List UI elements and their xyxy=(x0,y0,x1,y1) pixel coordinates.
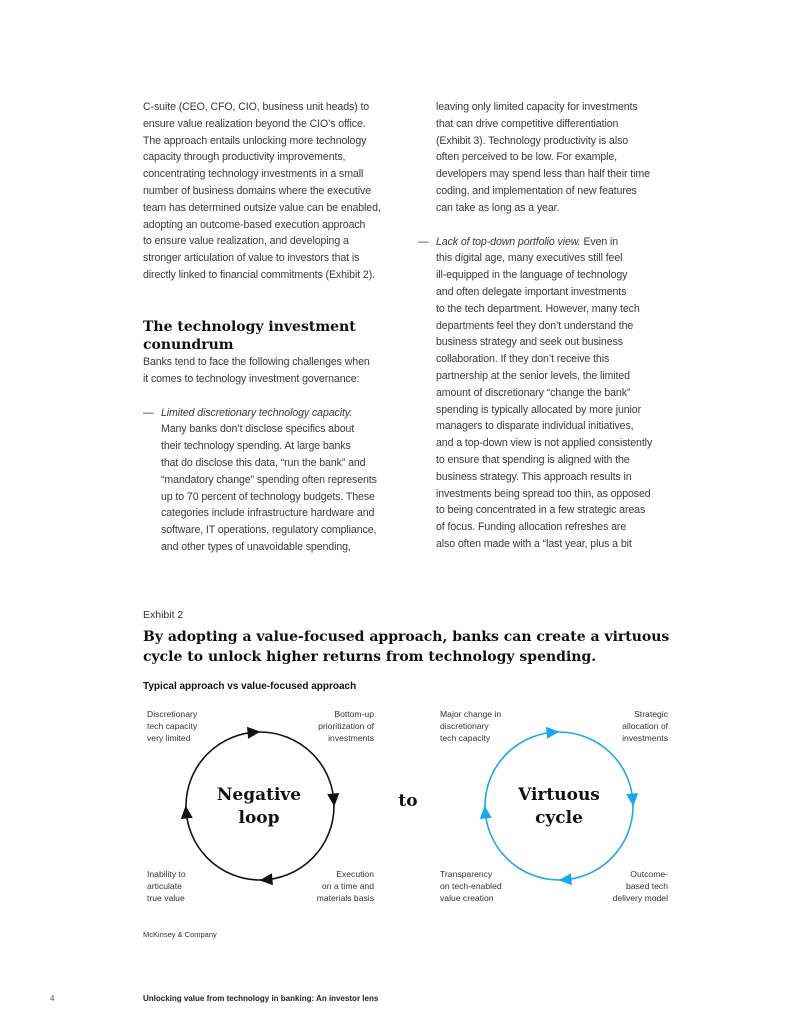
text-line: tech capacity xyxy=(440,732,491,743)
negative-label-bottom-left xyxy=(147,869,186,904)
text-line: true value xyxy=(147,892,185,903)
negative-loop-arrow-icon xyxy=(327,793,340,807)
text-line: prioritization of xyxy=(318,720,374,731)
text-line: partnership at the senior levels, the limited xyxy=(436,369,630,382)
text-line: Execution xyxy=(336,869,374,879)
text-line: Virtuous xyxy=(518,785,600,805)
text-line: it comes to technology investment governance: xyxy=(143,372,360,385)
text-line: ensure value realization beyond the CIO’s office. xyxy=(143,117,366,130)
virtuous-cycle-arrow-icon xyxy=(546,726,560,739)
text-line: adopting an outcome-based execution approach xyxy=(143,218,366,231)
text-line: collaboration. If they don’t receive this xyxy=(436,353,610,366)
text-line: value creation xyxy=(440,892,494,903)
negative-label-top-right xyxy=(318,709,374,744)
text-line: their technology spending. At large banks xyxy=(161,440,351,453)
text-line: stronger articulation of value to investors that is xyxy=(143,252,360,265)
negative-loop-arrow-icon xyxy=(247,726,261,739)
text-line: can take as long as a year. xyxy=(436,201,560,214)
text-line: number of business domains where the executive xyxy=(143,184,372,197)
text-line: Bottom-up xyxy=(334,709,374,719)
text-line: up to 70 percent of technology budgets. These xyxy=(161,490,375,503)
text-line: on a time and xyxy=(321,880,374,891)
text-line: investments xyxy=(622,732,668,743)
negative-loop-arrow-icon xyxy=(180,805,193,819)
text-line: and often delegate important investments xyxy=(436,285,627,298)
text-line: ill-equipped in the language of technology xyxy=(436,269,628,282)
text-line: amount of discretionary “change the bank” xyxy=(436,386,631,399)
text-line: loop xyxy=(238,808,280,828)
text-line: on tech-enabled xyxy=(440,880,502,891)
text-line: Inability to xyxy=(147,869,186,879)
virtuous-cycle-arrow-icon xyxy=(558,873,572,886)
text-line: concentrating technology investments in a small xyxy=(143,168,364,181)
page-number: 4 xyxy=(50,994,55,1003)
connector-to: to xyxy=(398,791,418,811)
text-line: often perceived to be low. For example, xyxy=(436,151,618,164)
text-line: Major change in xyxy=(440,709,502,719)
text-line: spending is typically allocated by more junior xyxy=(436,403,642,416)
bullet-text: Even in xyxy=(580,235,619,248)
text-line: to ensure that spending is aligned with the xyxy=(436,453,630,466)
text-line: that do disclose this data, “run the bank” and xyxy=(161,456,366,469)
text-line: business strategy. This approach results in xyxy=(436,470,632,483)
exhibit-subtitle: Typical approach vs value-focused approach xyxy=(143,681,357,692)
text-line: Many banks don’t disclose specifics about xyxy=(161,423,355,436)
text-line: coding, and implementation of new features xyxy=(436,184,637,197)
text-line: software, IT operations, regulatory compliance, xyxy=(161,524,377,537)
bullet-dash: — xyxy=(418,235,429,248)
text-line: The approach entails unlocking more technology xyxy=(143,134,367,147)
exhibit-label: Exhibit 2 xyxy=(143,609,184,621)
text-line: Strategic xyxy=(634,709,668,719)
text-line: capacity through productivity improvements, xyxy=(143,151,346,164)
text-line: and other types of unavoidable spending, xyxy=(161,540,351,553)
text-line: developers may spend less than half their time xyxy=(436,168,650,181)
virtuous-cycle-arrow-icon xyxy=(479,805,492,819)
text-line: Discretionary xyxy=(147,709,198,719)
text-line: based tech xyxy=(625,880,668,891)
text-line: cycle xyxy=(535,808,583,828)
source-label: McKinsey & Company xyxy=(143,930,217,939)
exhibit-title: By adopting a value-focused approach, banks can create a virtuous cycle to unlock higher returns from technology spending. xyxy=(143,629,670,665)
negative-label-top-left xyxy=(147,709,197,744)
text-line: investments xyxy=(328,732,374,743)
text-line: to the tech department. However, many tech xyxy=(436,302,640,315)
virtuous-cycle-arrow-icon xyxy=(626,793,639,807)
text-line: very limited xyxy=(147,732,191,743)
negative-loop-arrow-icon xyxy=(259,873,273,886)
text-line: “mandatory change” spending often represents xyxy=(161,473,377,486)
text-line: also often made with a “last year, plus a bit xyxy=(436,537,632,550)
text-line: this digital age, many executives still feel xyxy=(436,252,623,265)
virtuous-label-top-left xyxy=(440,709,501,744)
text-line: tech capacity xyxy=(147,720,198,731)
text-line: Outcome- xyxy=(630,869,668,879)
text-line: and a top-down view is not applied consistently xyxy=(436,437,653,450)
section-heading: The technology investment conundrum xyxy=(143,319,356,353)
text-line: C-suite (CEO, CFO, CIO, business unit heads) to xyxy=(143,101,370,113)
text-line: Negative xyxy=(216,785,302,805)
negative-label-bottom-right xyxy=(317,869,374,904)
text-line: (Exhibit 3). Technology productivity is also xyxy=(436,134,629,147)
text-line: managers to disparate individual initiatives, xyxy=(436,420,634,433)
virtuous-label-bottom-right xyxy=(613,869,668,904)
text-line: categories include infrastructure hardware and xyxy=(161,507,375,520)
text-line: materials basis xyxy=(316,892,374,903)
virtuous-label-top-right xyxy=(622,709,668,744)
text-line: leaving only limited capacity for investments xyxy=(436,101,638,113)
footer-title: Unlocking value from technology in banking: An investor lens xyxy=(143,994,379,1003)
virtuous-label-bottom-left xyxy=(440,869,502,904)
text-line: Banks tend to face the following challenges when xyxy=(143,356,370,368)
text-line: departments feel they don’t understand the xyxy=(436,319,634,332)
text-line: business strategy and seek out business xyxy=(436,336,623,349)
bullet-title: Lack of top-down portfolio view. xyxy=(436,235,581,248)
text-line: discretionary xyxy=(440,720,489,731)
negative-loop-title xyxy=(199,784,319,830)
bullet-title: Limited discretionary technology capacity. xyxy=(161,406,353,419)
text-line: of focus. Funding allocation refreshes are xyxy=(436,521,627,534)
text-line: to ensure value realization, and developing a xyxy=(143,235,349,248)
text-line: Transparency xyxy=(440,869,493,879)
bullet-dash: — xyxy=(143,406,154,419)
text-line: directly linked to financial commitments (Exhibit 2). xyxy=(143,268,375,281)
text-line: that can drive competitive differentiation xyxy=(436,117,619,130)
virtuous-cycle-title xyxy=(499,784,619,830)
text-line: to being concentrated in a few strategic areas xyxy=(436,504,646,517)
text-line: allocation of xyxy=(622,720,668,731)
text-line: articulate xyxy=(147,880,182,891)
text-line: delivery model xyxy=(612,892,668,903)
text-line: investments being spread too thin, as opposed xyxy=(436,487,651,500)
text-line: team has determined outsize value can be enabled, xyxy=(143,201,381,214)
